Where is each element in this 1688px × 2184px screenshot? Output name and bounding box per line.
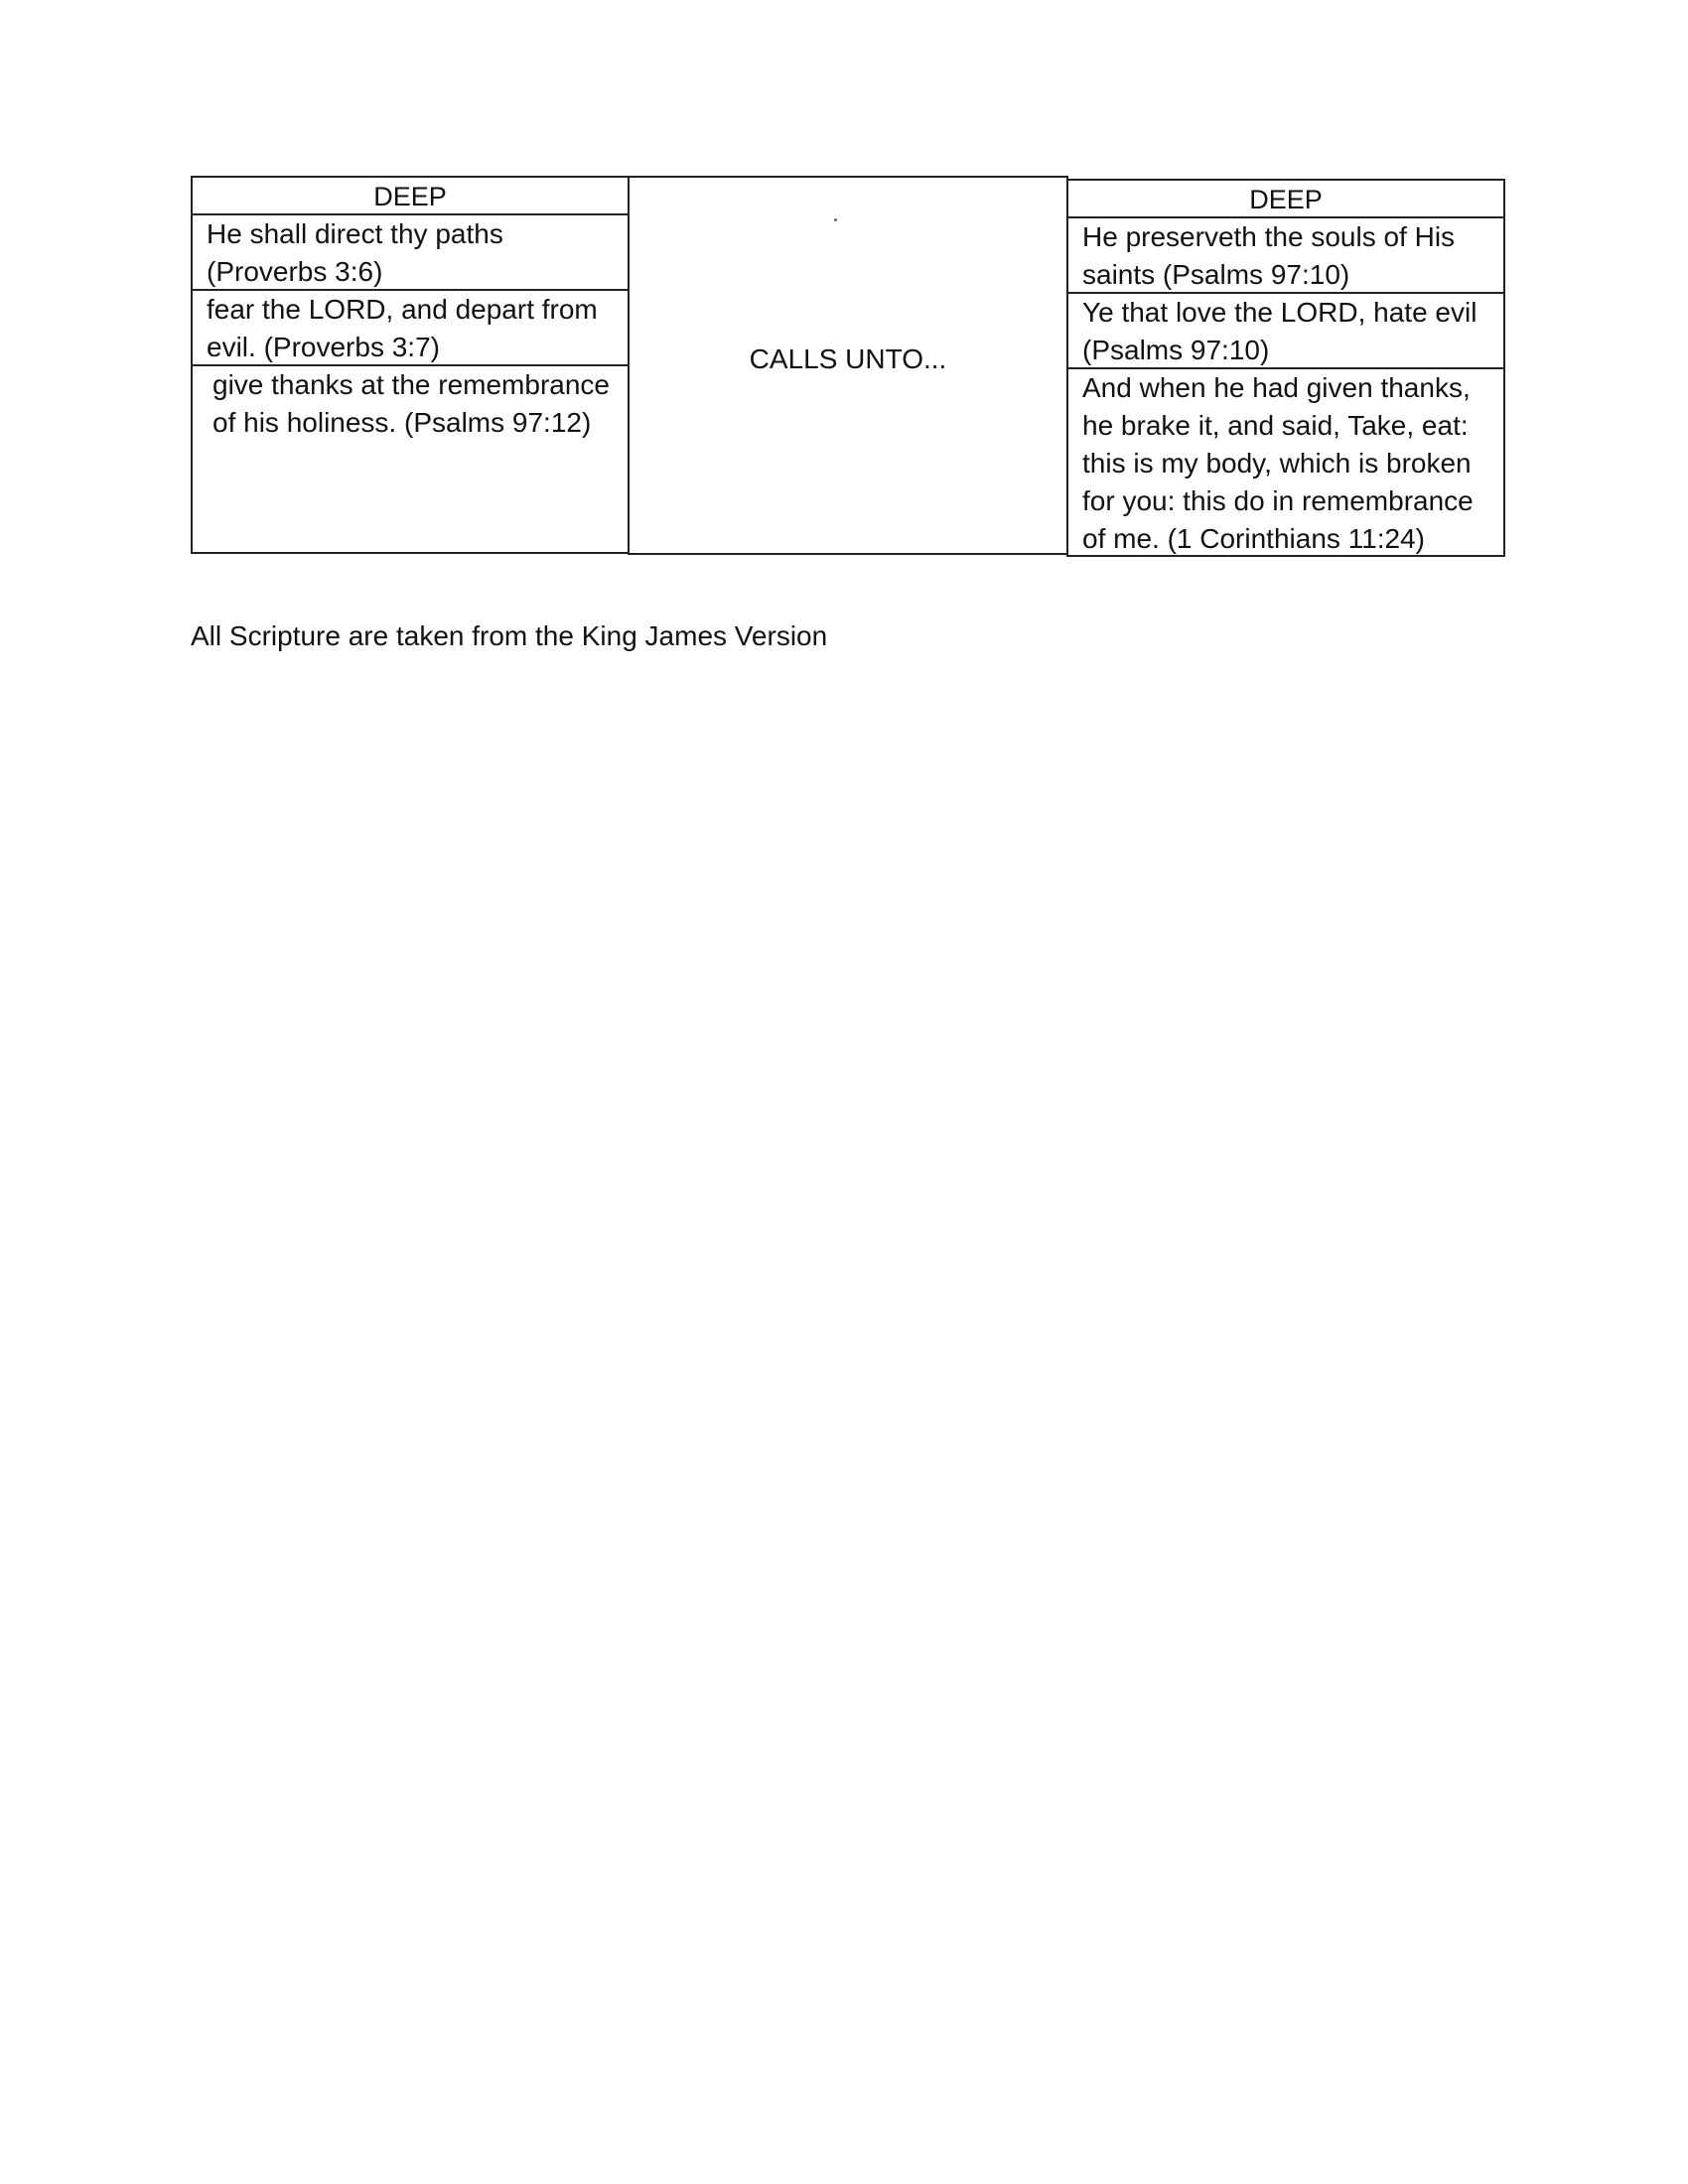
right-deep-column (1066, 179, 1505, 557)
left-column-header: DEEP (193, 178, 628, 215)
left-verse-1: He shall direct thy paths (Proverbs 3:6) (193, 215, 628, 291)
right-verse-1: He preserveth the souls of His saints (Psalms 97:10) (1068, 218, 1503, 294)
right-verse-3: And when he had given thanks, he brake it, and said, Take, eat: this is my body, which is broken for you: this do in remembrance of me. (1 Corinthians 11:24) (1082, 372, 1474, 554)
left-verse-3: give thanks at the remembrance of his holiness. (Psalms 97:12) (212, 369, 610, 438)
right-column-header: DEEP (1068, 181, 1503, 218)
middle-column (628, 176, 1068, 555)
right-verse-2: Ye that love the LORD, hate evil (Psalms 97:10) (1068, 294, 1503, 369)
scripture-source-note: All Scripture are taken from the King James Version (191, 620, 828, 651)
calls-unto-label: CALLS UNTO... (749, 343, 947, 374)
left-deep-column (191, 176, 630, 554)
left-verse-2: fear the LORD, and depart from evil. (Proverbs 3:7) (193, 291, 628, 366)
scan-speck (834, 218, 837, 221)
